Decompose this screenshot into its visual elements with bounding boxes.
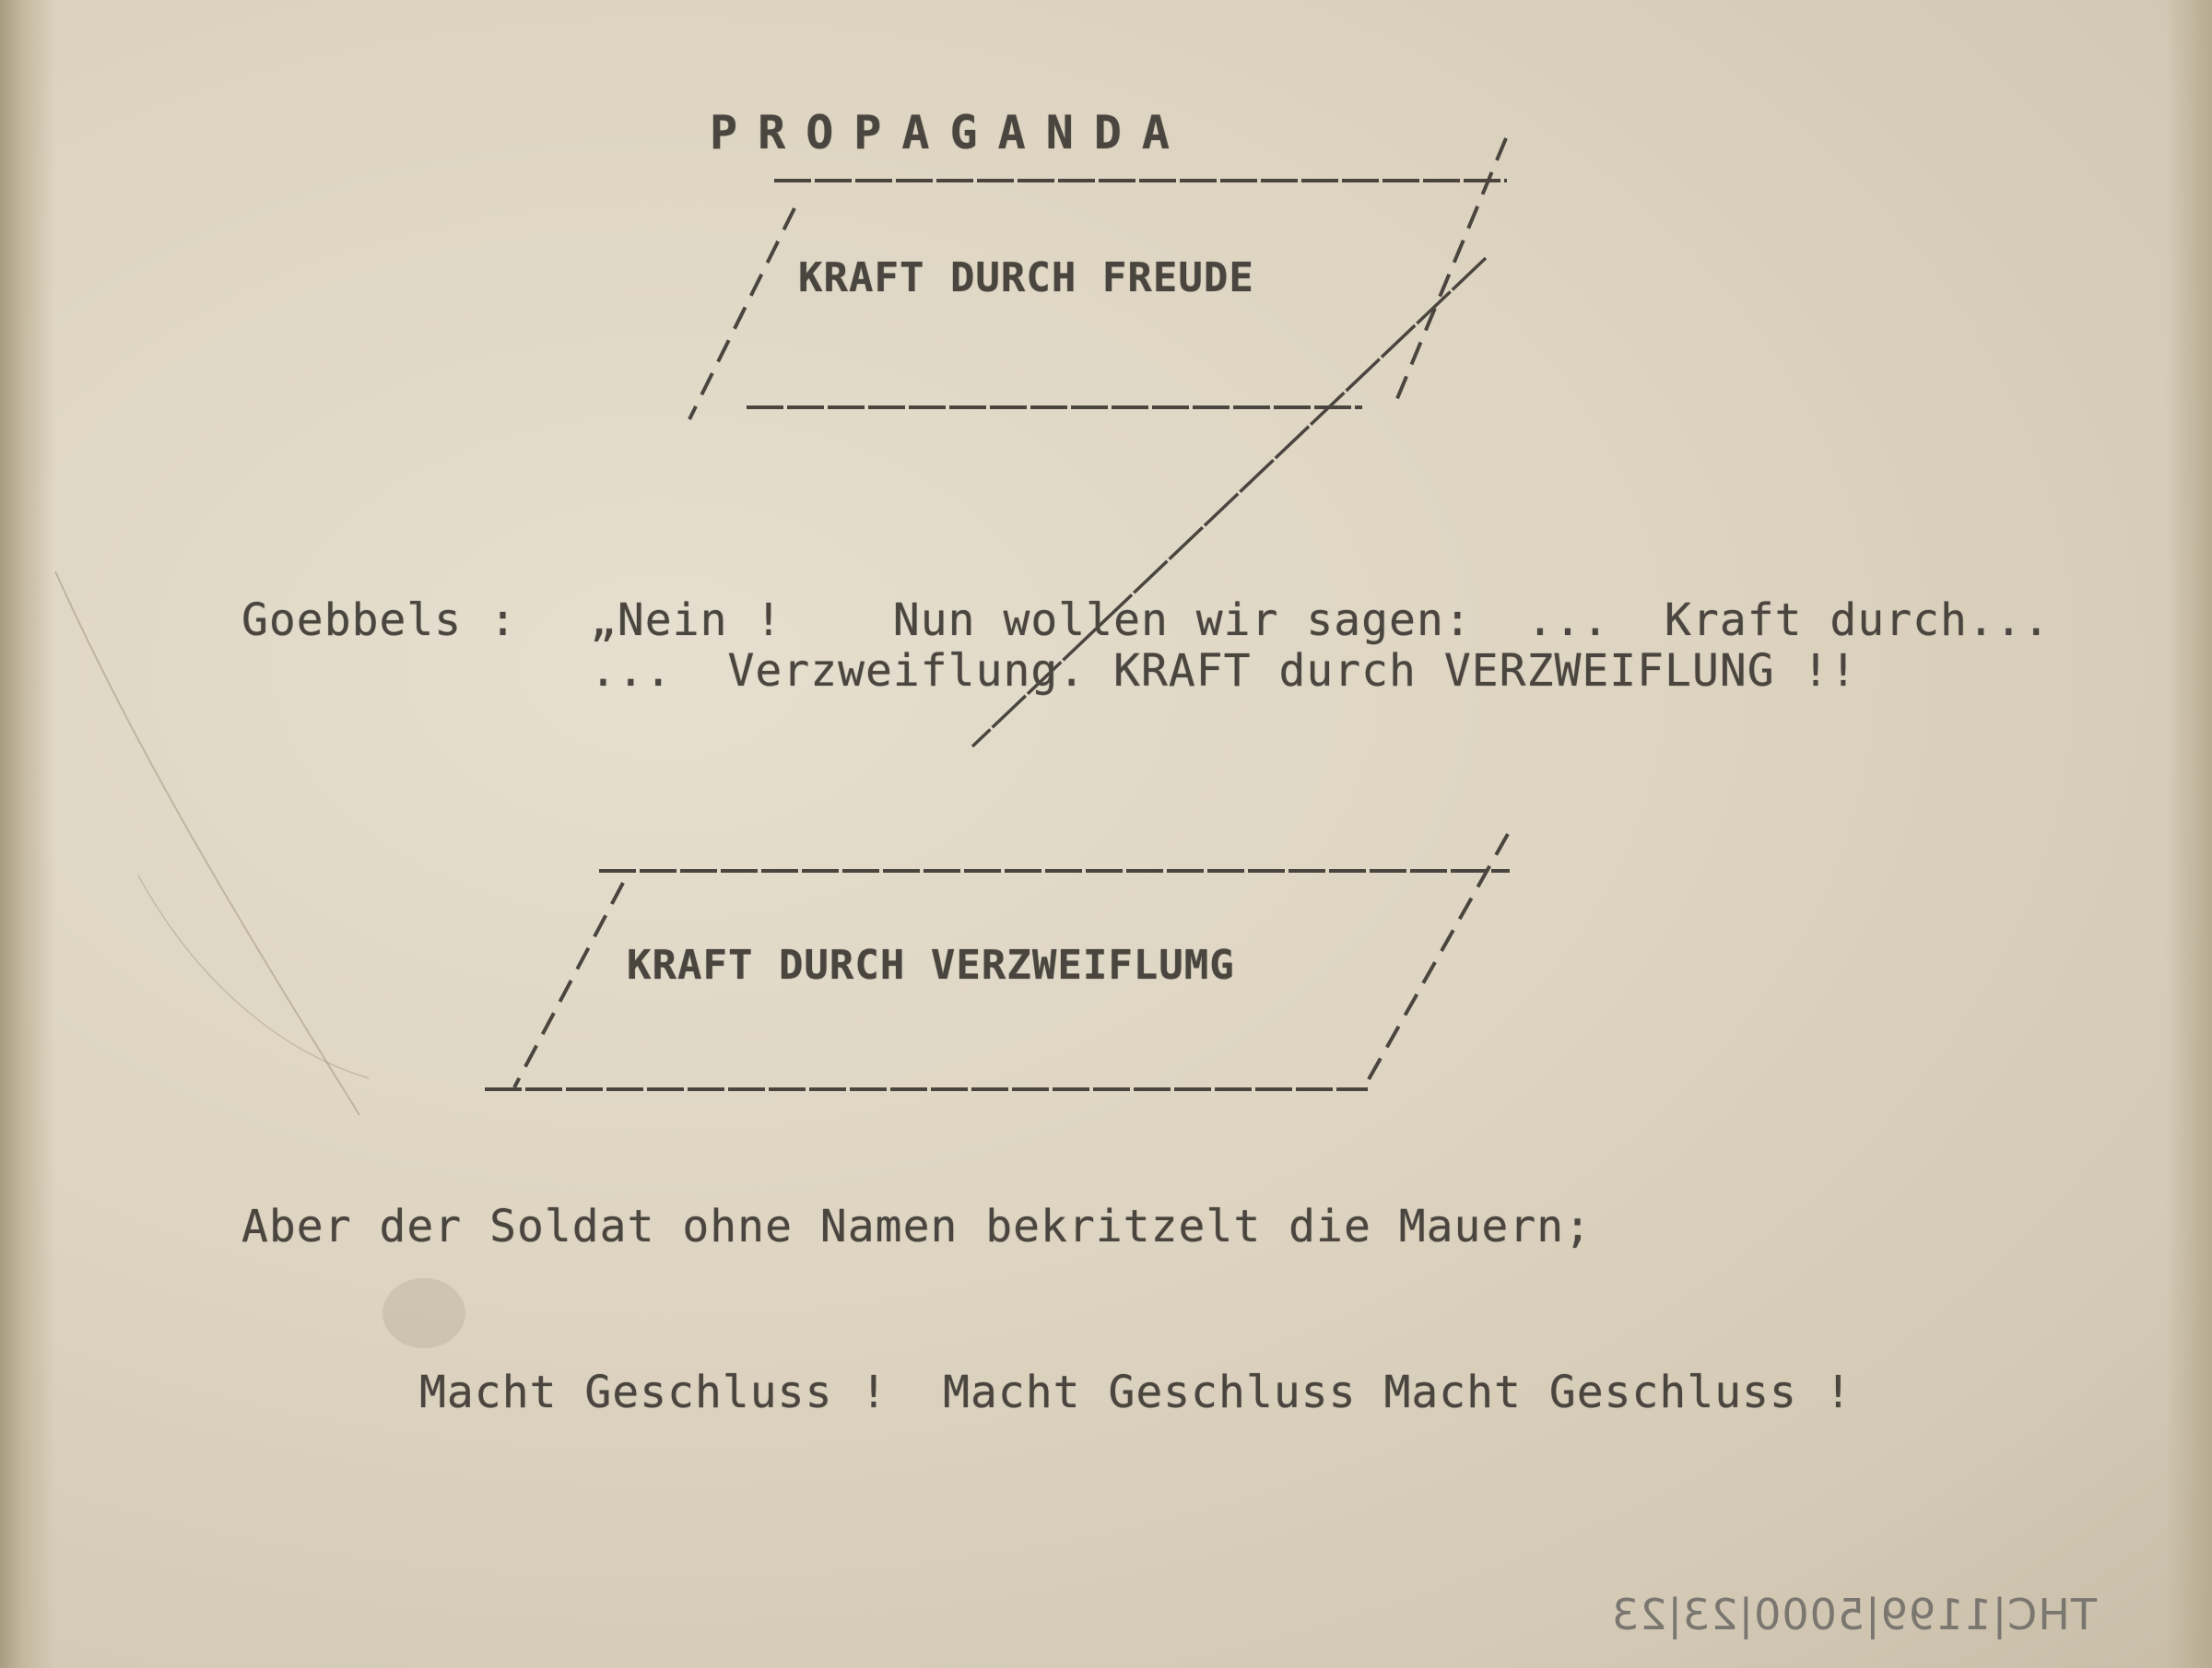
frame-2-left-slant bbox=[514, 883, 623, 1087]
quote-line-2: ... Verzweiflung. KRAFT durch VERZWEIFLUNG !! bbox=[590, 645, 1858, 697]
frame-1-label: KRAFT DURCH FREUDE bbox=[798, 254, 1254, 301]
chorus-line: Macht Geschluss ! Macht Geschluss Macht Geschluss ! bbox=[419, 1367, 1853, 1418]
soldier-line: Aber der Soldat ohne Namen bekritzelt die Mauern; bbox=[241, 1201, 1593, 1252]
document-title: PROPAGANDA bbox=[710, 106, 1191, 159]
paper-crease bbox=[55, 571, 359, 1115]
archive-reference-pencil: THC|1199|5000|23|23 bbox=[1611, 1590, 2097, 1639]
paper-stain bbox=[382, 1278, 465, 1348]
frame-2-label: KRAFT DURCH VERZWEIFLUMG bbox=[627, 942, 1235, 989]
frame-1-right-slant bbox=[1394, 138, 1506, 407]
quote-line-1: „Nein ! Nun wollen wir sagen: ... Kraft durch... bbox=[590, 594, 2051, 646]
paper-crease bbox=[138, 875, 369, 1078]
frame-1-left-slant bbox=[689, 208, 794, 419]
speaker-name: Goebbels : bbox=[241, 594, 517, 646]
